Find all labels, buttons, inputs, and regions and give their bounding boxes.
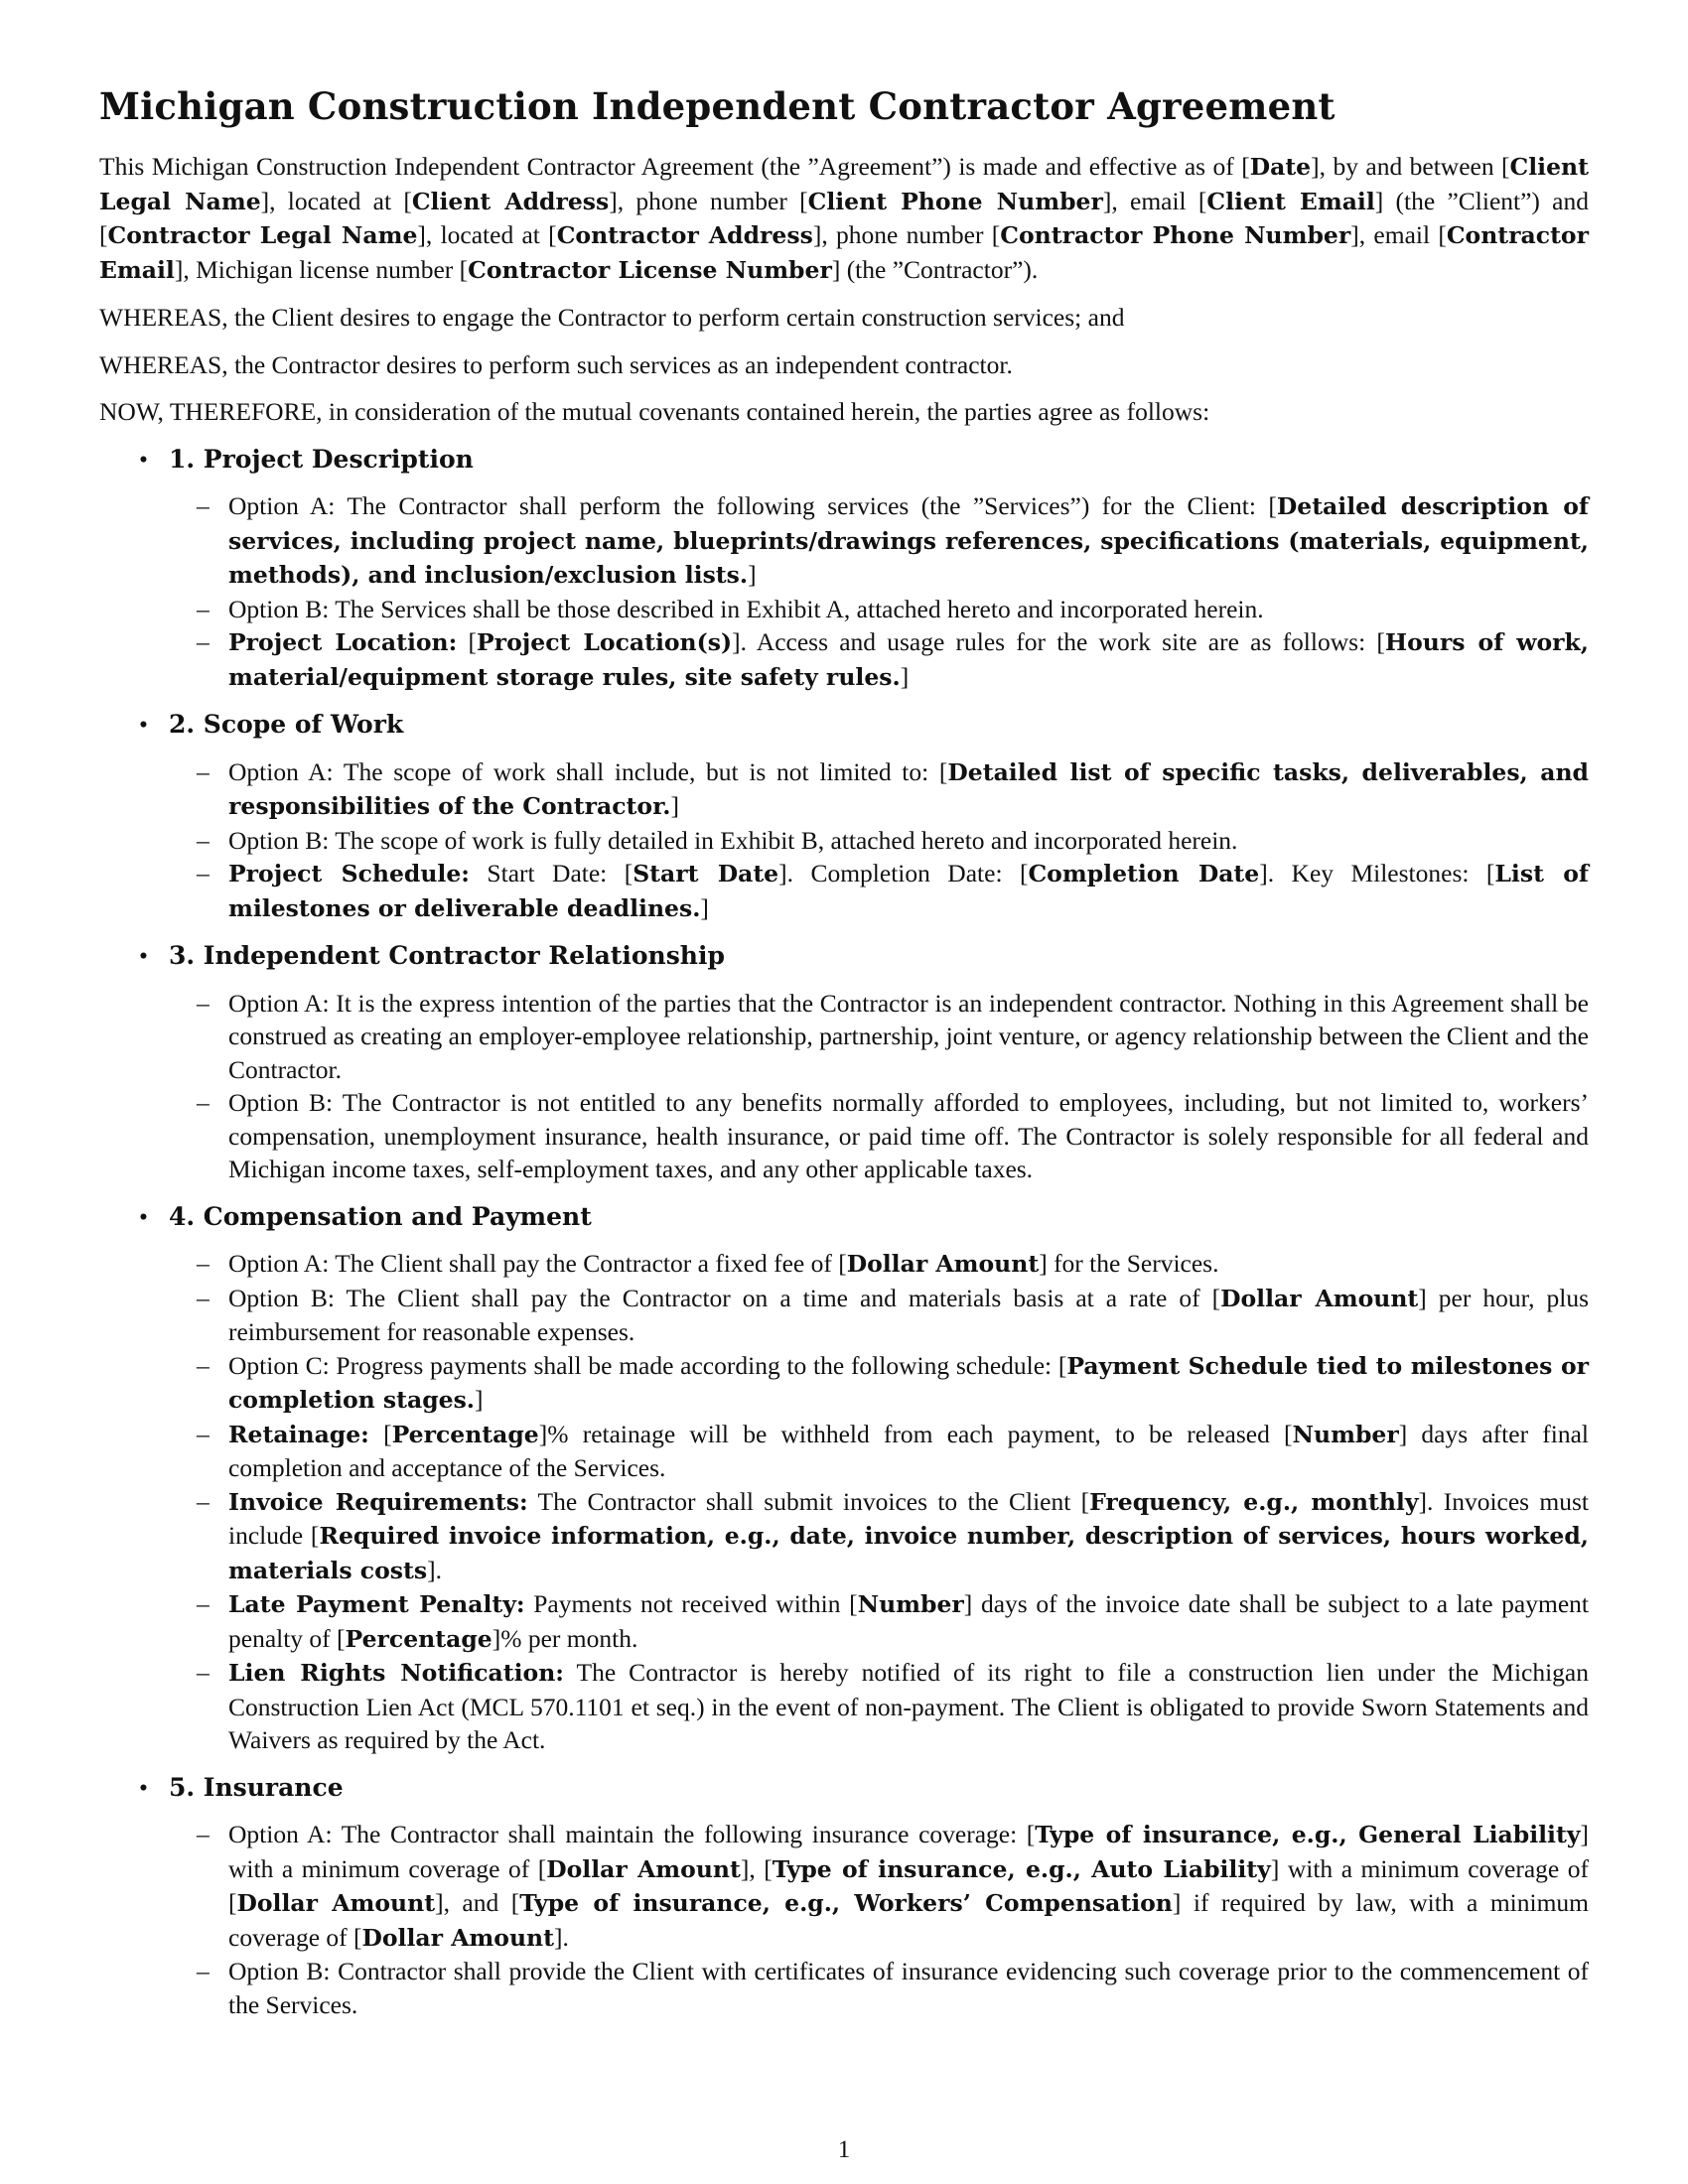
placeholder-text: List of milestones or deliverable deadlines. xyxy=(228,860,1589,922)
item-text: ]. Access and usage rules for the work site are as follows: [ xyxy=(732,627,1385,656)
whereas-1: WHEREAS, the Client desires to engage the Contractor to perform certain construction services; and xyxy=(99,303,1125,332)
bullet-marker: • xyxy=(139,710,148,739)
item-text: ]. xyxy=(554,1922,569,1952)
placeholder-text: Frequency, e.g., monthly xyxy=(1089,1487,1419,1516)
bullet-marker: • xyxy=(139,444,148,474)
intro-text: ], Michigan license number [ xyxy=(174,254,469,284)
item-text: [ xyxy=(457,627,478,656)
list-item xyxy=(169,1086,1589,1186)
placeholder-text: Start Date xyxy=(633,860,779,887)
placeholder-text: Dollar Amount xyxy=(546,1854,741,1883)
placeholder-text: Hours of work, material/equipment storage rules, site safety rules. xyxy=(228,628,1589,691)
dash-marker: – xyxy=(197,1658,210,1687)
subitems-list xyxy=(169,755,1589,926)
item-text: ] with a minimum coverage of [ xyxy=(228,1853,1590,1917)
dash-marker: – xyxy=(197,1249,210,1278)
item-text: ] for the Services. xyxy=(1039,1249,1219,1278)
whereas-2: WHEREAS, the Contractor desires to perform such services as an independent contractor. xyxy=(99,349,1013,379)
item-text: ], and [ xyxy=(435,1888,520,1917)
item-text: ] days of the invoice date shall be subject to a late payment penalty of [ xyxy=(228,1589,1589,1653)
item-text: Option A: The scope of work shall include, but is not limited to: [ xyxy=(228,756,948,786)
dash-marker: – xyxy=(197,756,210,786)
page-number: 1 xyxy=(837,2136,851,2163)
dash-marker: – xyxy=(197,1589,210,1618)
dash-marker: – xyxy=(197,1419,210,1448)
placeholder-text: Percentage xyxy=(391,1420,539,1448)
placeholder-text: Completion Date xyxy=(1028,860,1260,887)
list-item xyxy=(169,1349,1589,1418)
item-text: The Contractor shall submit invoices to the Client [ xyxy=(527,1486,1090,1516)
dash-marker: – xyxy=(197,627,210,656)
dash-marker: – xyxy=(197,825,210,855)
item-text: ] xyxy=(700,892,709,922)
list-item xyxy=(169,824,1589,858)
placeholder-date: Date xyxy=(1249,153,1312,181)
dash-marker: – xyxy=(197,1486,210,1516)
subitems-list xyxy=(169,987,1589,1186)
section-title: 5. Insurance xyxy=(169,1772,344,1802)
item-label: Project Location: xyxy=(228,628,458,656)
item-text: ] days after final completion and acceptance of the Services. xyxy=(228,1419,1589,1482)
item-text: ]. Key Milestones: [ xyxy=(1259,859,1495,887)
item-text: Option A: It is the express intention of the parties that the Contractor is an independent contractor. Nothing in this Agreement shall be construed as creating an employer-employee relationship, partnership, joint venture, or agency relationship between the Client and the Contractor. xyxy=(228,988,1589,1084)
list-item xyxy=(169,593,1589,626)
dash-marker: – xyxy=(197,491,210,520)
sections-list xyxy=(99,443,1589,2022)
list-item xyxy=(169,1418,1589,1485)
section-scope-of-work xyxy=(99,708,1589,925)
placeholder-client-address: Client Address xyxy=(411,187,610,215)
placeholder-text: Percentage xyxy=(345,1624,492,1653)
placeholder-text: Detailed list of specific tasks, deliverables, and responsibilities of the Contractor. xyxy=(228,757,1589,820)
bullet-marker: • xyxy=(139,1201,148,1231)
dash-marker: – xyxy=(197,1283,210,1312)
placeholder-text: Project Location(s) xyxy=(477,628,733,656)
list-item xyxy=(169,1656,1589,1757)
intro-paragraph xyxy=(99,150,1589,287)
list-item xyxy=(169,1485,1589,1588)
list-item xyxy=(169,987,1589,1087)
intro-text: ], phone number [ xyxy=(812,220,1001,249)
item-text: ]. xyxy=(427,1555,442,1584)
item-label: Invoice Requirements: xyxy=(228,1487,528,1516)
item-label: Lien Rights Notification: xyxy=(228,1659,564,1687)
item-text: ]. Completion Date: [ xyxy=(778,859,1029,887)
section-insurance xyxy=(99,1771,1589,2022)
section-title: 3. Independent Contractor Relationship xyxy=(169,941,725,970)
intro-text: This Michigan Construction Independent Contractor Agreement (the ”Agreement”) is made and effective as of [ xyxy=(99,152,1250,181)
intro-text: ] (the ”Contractor”). xyxy=(831,254,1039,284)
item-text: ] xyxy=(900,661,910,691)
list-item xyxy=(169,857,1589,925)
item-text: [ xyxy=(368,1419,392,1448)
item-text: ] with a minimum coverage of [ xyxy=(228,1820,1589,1883)
item-text: ] if required by law, with a minimum coverage of [ xyxy=(228,1888,1590,1952)
intro-text: ], email [ xyxy=(1350,220,1447,249)
intro-text: ], by and between [ xyxy=(1311,152,1510,181)
placeholder-contractor-address: Contractor Address xyxy=(556,221,813,249)
subitems-list xyxy=(169,489,1589,694)
section-project-description xyxy=(99,443,1589,695)
placeholder-client-phone: Client Phone Number xyxy=(807,187,1103,215)
list-item xyxy=(169,489,1589,593)
item-text: Option A: The Client shall pay the Contractor a fixed fee of [ xyxy=(228,1249,847,1278)
placeholder-text: Dollar Amount xyxy=(846,1250,1040,1278)
document-title: Michigan Construction Independent Contractor Agreement xyxy=(99,84,1336,128)
item-text: ] xyxy=(670,791,679,820)
placeholder-contractor-email: Contractor Email xyxy=(99,221,1589,284)
item-text: ], [ xyxy=(740,1853,773,1883)
document-body xyxy=(99,150,1589,2021)
placeholder-text: Required invoice information, e.g., date, invoice number, description of services, hours worked, materials costs xyxy=(228,1522,1589,1584)
document-page xyxy=(99,84,1589,2035)
dash-marker: – xyxy=(197,1820,210,1848)
item-text: Option C: Progress payments shall be made according to the following schedule: [ xyxy=(228,1350,1067,1380)
item-text: ] per hour, plus reimbursement for reasonable expenses. xyxy=(228,1283,1590,1346)
dash-marker: – xyxy=(197,1350,210,1380)
placeholder-client-name: Client Legal Name xyxy=(99,153,1589,215)
item-text: Option B: The Services shall be those described in Exhibit A, attached hereto and incorporated herein. xyxy=(228,594,1264,623)
now-therefore: NOW, THEREFORE, in consideration of the mutual covenants contained herein, the parties agree as follows: xyxy=(99,397,1210,426)
list-item xyxy=(169,1818,1589,1955)
list-item xyxy=(169,1282,1589,1349)
intro-text: ], located at [ xyxy=(417,220,557,249)
placeholder-text: Type of insurance, e.g., General Liability xyxy=(1035,1821,1581,1848)
subitems-list xyxy=(169,1247,1589,1757)
item-text: Option A: The Contractor shall perform the following services (the ”Services”) for the Client: [ xyxy=(228,491,1277,520)
placeholder-text: Dollar Amount xyxy=(1220,1284,1419,1312)
placeholder-text: Type of insurance, e.g., Workers’ Compensation xyxy=(519,1889,1173,1917)
intro-text: ], phone number [ xyxy=(609,186,808,215)
placeholder-text: Dollar Amount xyxy=(236,1889,436,1917)
list-item xyxy=(169,1247,1589,1282)
item-text: Start Date: [ xyxy=(469,859,633,887)
section-title: 1. Project Description xyxy=(169,444,474,474)
item-text: ]% retainage will be withheld from each payment, to be released [ xyxy=(538,1419,1293,1448)
placeholder-text: Number xyxy=(857,1590,964,1618)
item-text: Payments not received within [ xyxy=(524,1589,858,1618)
dash-marker: – xyxy=(197,988,210,1018)
item-text: ]% per month. xyxy=(492,1623,638,1653)
section-independent-contractor xyxy=(99,939,1589,1186)
item-text: Option B: Contractor shall provide the Client with certificates of insurance evidencing such coverage prior to the commencement of the Services. xyxy=(228,1957,1589,2019)
placeholder-text: Payment Schedule tied to milestones or completion stages. xyxy=(228,1351,1590,1414)
section-title: 4. Compensation and Payment xyxy=(169,1201,592,1231)
dash-marker: – xyxy=(197,594,210,623)
intro-text: ], email [ xyxy=(1102,186,1207,215)
item-text: The Contractor is hereby notified of its right to file a construction lien under the Michigan Construction Lien Act (MCL 570.1101 et seq.) in the event of non-payment. The Client is obligated to provide Sworn Statements and Waivers as required by the Act. xyxy=(228,1658,1589,1754)
item-text: Option A: The Contractor shall maintain the following insurance coverage: [ xyxy=(228,1820,1036,1848)
section-compensation xyxy=(99,1200,1589,1757)
intro-text: ], located at [ xyxy=(260,186,412,215)
item-text: Option B: The Contractor is not entitled to any benefits normally afforded to employees, including, but not limited to, workers’ compensation, unemployment insurance, health insurance, or paid time off. The Contractor is solely responsible for all federal and Michigan income taxes, self-employment taxes, and any other applicable taxes. xyxy=(228,1088,1589,1183)
section-title: 2. Scope of Work xyxy=(169,710,404,739)
item-label: Project Schedule: xyxy=(228,860,470,887)
placeholder-contractor-name: Contractor Legal Name xyxy=(107,221,418,249)
item-label: Retainage: xyxy=(228,1420,369,1448)
list-item xyxy=(169,625,1589,694)
item-text: Option B: The Client shall pay the Contractor on a time and materials basis at a rate of [ xyxy=(228,1283,1221,1312)
dash-marker: – xyxy=(197,859,210,887)
list-item xyxy=(169,1955,1589,2021)
item-text: ] xyxy=(748,560,757,589)
placeholder-text: Number xyxy=(1292,1420,1399,1448)
placeholder-text: Dollar Amount xyxy=(361,1923,554,1952)
placeholder-client-email: Client Email xyxy=(1206,187,1375,215)
dash-marker: – xyxy=(197,1957,210,1985)
list-item xyxy=(169,755,1589,824)
item-text: Option B: The scope of work is fully detailed in Exhibit B, attached hereto and incorporated herein. xyxy=(228,825,1238,855)
item-text: ] xyxy=(475,1385,484,1414)
placeholder-contractor-license: Contractor License Number xyxy=(468,255,832,284)
subitems-list xyxy=(169,1818,1589,2021)
bullet-marker: • xyxy=(139,941,148,970)
list-item xyxy=(169,1587,1589,1656)
placeholder-contractor-phone: Contractor Phone Number xyxy=(1000,221,1351,249)
item-label: Late Payment Penalty: xyxy=(228,1590,525,1618)
placeholder-text: Type of insurance, e.g., Auto Liability xyxy=(772,1854,1271,1883)
dash-marker: – xyxy=(197,1088,210,1117)
intro-text: ] (the ”Client”) and [ xyxy=(99,186,1589,249)
item-text: ]. Invoices must include [ xyxy=(228,1486,1589,1550)
bullet-marker: • xyxy=(139,1772,148,1802)
placeholder-text: Detailed description of services, including project name, blueprints/drawings references, specifications (materials, equipment, methods), and inclusion/exclusion lists. xyxy=(228,492,1589,589)
